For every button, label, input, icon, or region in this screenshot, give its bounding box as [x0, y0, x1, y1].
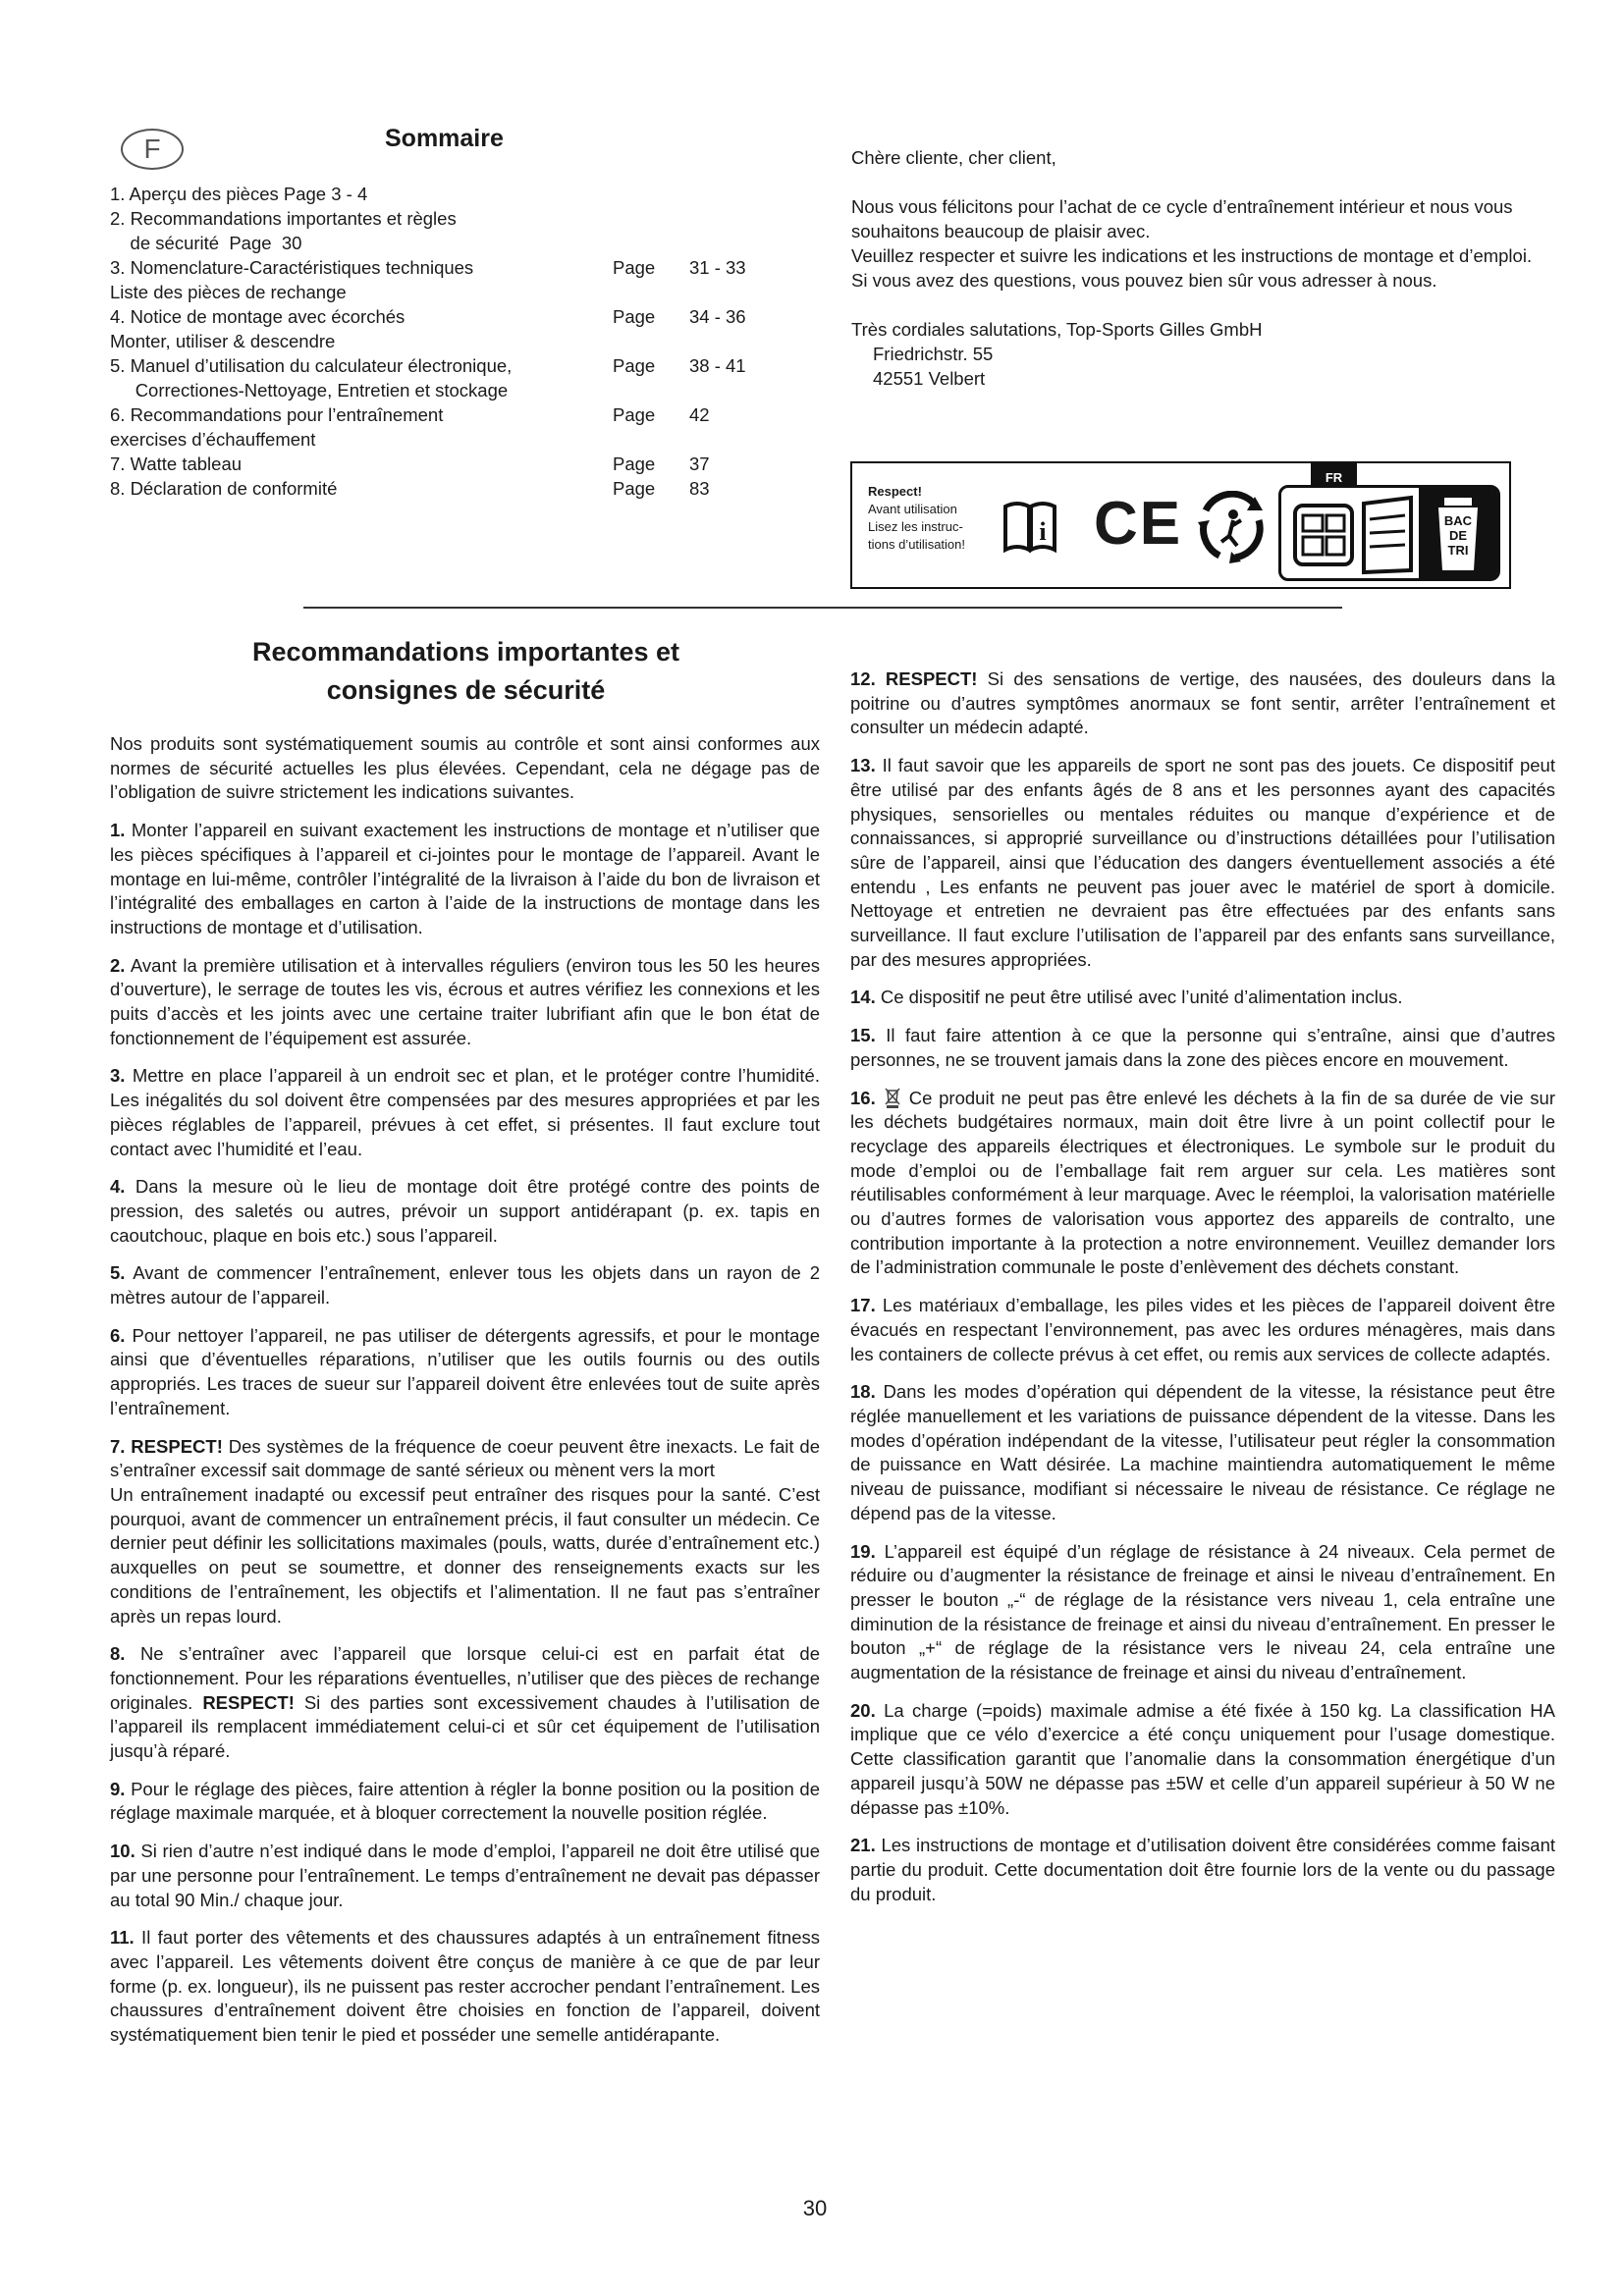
ce-mark-icon: CE — [1094, 490, 1183, 558]
greeting-block — [851, 145, 1558, 391]
triman-icon — [1289, 496, 1358, 574]
crossed-bin-icon — [884, 1087, 901, 1108]
safety-item: 4. Dans la mesure où le lieu de montage doit être protégé contre des points de pression, des saletés ou autres, prévoir un support antidérapant (p. ex. tapis en caoutchouc, plaque en bois etc.) sous l’appareil. — [110, 1176, 820, 1246]
toc-item: 3. Nomenclature-Caractéristiques techniques Page 31 - 33 — [110, 257, 746, 278]
address-city: 42551 Velbert — [873, 368, 986, 389]
toc-item: 8. Déclaration de conformité Page 83 — [110, 478, 710, 499]
address-street: Friedrichstr. 55 — [873, 344, 994, 364]
toc-item: Liste des pièces de rechange — [110, 282, 347, 302]
section-title: Recommandations importantes et consignes de sécurité — [251, 637, 680, 705]
safety-item: 14. Ce dispositif ne peut être utilisé avec l’unité d’alimentation inclus. — [850, 987, 1403, 1008]
closing: Très cordiales salutations, Top-Sports Gilles GmbH — [851, 319, 1263, 340]
respect-line: tions d’utilisation! — [868, 537, 965, 552]
respect-line: Lisez les instruc- — [868, 519, 963, 534]
safety-item: 6. Pour nettoyer l’appareil, ne pas utiliser de détergents agressifs, et pour le montage ainsi que d’éventuelles réparations, n’utiliser que les outils fournis ou des outils appropriés. Les traces de sueur sur l’appareil doivent être enlevées tout de suite après l’entraînement. — [110, 1324, 820, 1418]
safety-item: 21. Les instructions de montage et d’utilisation doivent être considérées comme faisant partie du produit. Cette documentation doit être fournie lors de la vente ou du passage du produit. — [850, 1835, 1555, 1904]
toc-item: de sécurité Page 30 — [110, 233, 302, 253]
safety-item: 2. Avant la première utilisation et à intervalles réguliers (environ tous les 50 les heures d’ouverture), le serrage de toutes les vis, écrous et autres vérifiez les connexions et les puits d’accès et les joints avec une certaine traiter lubrifiant afin que le bon état de fonctionnement de l’équipement est assurée. — [110, 954, 820, 1048]
safety-item: 3. Mettre en place l’appareil à un endroit sec et plan, et le protéger contre l’humidité. Les inégalités du sol doivent être compensées par des mesures appropriées et par les pièces réglables de l’appareil, prévues à cet effet, si présentes. Il faut exclure tout contact avec l’humidité et l’eau. — [110, 1065, 820, 1159]
safety-item: 7. RESPECT! Des systèmes de la fréquence de coeur peuvent être inexacts. Le fait de s’entraîner excessif sait dommage de santé sérieux ou mènent vers la mort Un entraînement inadapté ou excessif peut entraîner des risques pour la santé. C’est pourquoi, avant de commencer un entraînement précis, il faut consulter un médecin. Ce dernier peut définir les sollicitations maximales (pouls, watts, durée d’entraînement etc.) auxquelles on peut se soumettre, et donner des renseignements exacts sur les conditions de l’entraînement, les objectifs et l’alimentation. Il ne faut pas s’entraîner après un repas lourd. — [110, 1435, 821, 1627]
toc-item: 4. Notice de montage avec écorchés Page 34 - 36 — [110, 306, 746, 327]
safety-item: 19. L’appareil est équipé d’un réglage de résistance à 24 niveaux. Cela permet de réduire ou d’augmenter la résistance de freinage et ainsi le niveau d’entraînement. En presser le bouton „-“ de réglage de la résistance vers niveau 1, cela entraîne une diminution de la résistance de freinage et ainsi du niveau d’entraînement. En presser le bouton „+“ de réglage de la résistance vers le niveau 24, cela entraîne une augmentation de la résistance de freinage et ainsi du niveau d’entraînement. — [850, 1540, 1555, 1683]
table-of-contents — [110, 182, 797, 501]
salutation: Chère cliente, cher client, — [851, 147, 1056, 168]
safety-item: 11. Il faut porter des vêtements et des chaussures adaptés à un entraînement fitness avec l’appareil. Les vêtements doivent être conçus de manière à ce que de par leur forme (p. ex. longueur), ils ne puissent pas rester accrocher pendant l’entraînement. Les chaussures d’entraînement doivent être choisies en fonction de l’appareil, doivent systématiquement bien tenir le pied et posséder une semelle antidérapante. — [110, 1927, 820, 2046]
bac-de-tri-label: BAC DE TRI — [1443, 513, 1473, 558]
safety-item: 12. RESPECT! Si des sensations de vertige, des nausées, des douleurs dans la poitrine ou d’autres symptômes anormaux se font sentir, arrêter l’entraînement et consulter un médecin adapté. — [850, 668, 1555, 738]
greeting-line: Si vous avez des questions, vous pouvez bien sûr vous adresser à nous. — [851, 270, 1437, 291]
fr-tab: FR — [1311, 463, 1357, 491]
left-column — [110, 732, 820, 2061]
toc-item: 1. Aperçu des pièces Page 3 - 4 — [110, 184, 368, 204]
tri-panel — [1419, 488, 1497, 578]
toc-item: 7. Watte tableau Page 37 — [110, 454, 710, 474]
safety-item: 13. Il faut savoir que les appareils de sport ne sont pas des jouets. Ce dispositif peut être utilisé par des enfants âgés de 8 ans et les personnes ayant des capacités physiques, sensorielles ou mentales réduites ou manque d’expérience et de connaissances, si approprié surveillance ou d’instructions détaillées pour l’utilisation sûre de l’appareil, ainsi que l’éducation des dangers éventuellement associés a été entendu , Les enfants ne peuvent pas jouer avec le matériel de sport à domicile. Nettoyage et entretien ne devraient pas être effectuées par des enfants sans surveillance. Il faut exclure l’utilisation de l’appareil par des enfants sans surveillance, par des mesures appropriées. — [850, 755, 1555, 970]
right-column — [850, 667, 1555, 1920]
toc-item: Correctiones-Nettoyage, Entretien et stockage — [110, 380, 509, 400]
safety-item: 16. Ce produit ne peut pas être enlevé les déchets à la fin de sa durée de vie sur les déchets budgétaires normaux, main doit être livre à un point collectif pour le recyclage des appareils électriques et électroniques. Le symbole sur le produit du mode d’emploi ou de l’emballage fait rem arguer sur cela. Les matières sont réutilisables conformément à leur marquage. Avec le réemploi, la valorisation matérielle ou d’autres formes de valorisation vous apportez des appareils de contralto, une contribution importante à la protection a notre environnement. Veuillez demander lors de l’administration communale le poste d’enlèvement des déchets constant. — [850, 1087, 1555, 1278]
intro-paragraph: Nos produits sont systématiquement soumis au contrôle et sont ainsi conformes aux normes de sécurité actuelles les plus élevées. Cependant, cela ne dégage pas de l’obligation de suivre strictement les indications suivantes. — [110, 733, 820, 803]
respect-notice — [868, 483, 1005, 554]
toc-item: 6. Recommandations pour l’entraînement Page 42 — [110, 404, 710, 425]
safety-item: 20. La charge (=poids) maximale admise a été fixée à 150 kg. La classification HA implique que ce vélo d’exercice a été conçu uniquement pour l’usage domestique. Cette classification garantit que l’anomalie dans la consommation énergétique d’un appareil jusqu’à 50W ne dépasse pas ±5W et celle d’un appareil supérieur à 50 W ne dépasse pas ±10%. — [850, 1699, 1555, 1818]
packaging-icon — [1358, 494, 1417, 576]
toc-item: 5. Manuel d’utilisation du calculateur électronique, Page 38 - 41 — [110, 355, 746, 376]
respect-line: Avant utilisation — [868, 502, 957, 516]
safety-item: 18. Dans les modes d’opération qui dépendent de la vitesse, la résistance peut être réglée manuellement et les variations de puissance dépendent de la vitesse. Dans les modes d’opération indépendant de la vitesse, l’utilisateur peut régler la consommation de puissance en Watt désirée. La machine maintiendra automatiquement le même niveau de puissance, modifiant si nécessaire le niveau de résistance. Ce réglage ne dépend pas de la vitesse. — [850, 1381, 1555, 1523]
section-divider — [303, 607, 1342, 609]
safety-item: 15. Il faut faire attention à ce que la personne qui s’entraîne, ainsi que d’autres personnes, ne se trouvent jamais dans la zone des pièces encore en mouvement. — [850, 1025, 1555, 1070]
safety-item: 9. Pour le réglage des pièces, faire attention à régler la bonne position ou la position de réglage maximale marquée, et à bloquer correctement la nouvelle position réglée. — [110, 1778, 820, 1824]
logo-box — [850, 461, 1511, 589]
recycling-person-icon — [1196, 491, 1269, 563]
safety-item: 17. Les matériaux d’emballage, les piles vides et les pièces de l’appareil doivent être évacués en respectant l’environnement, pas avec les ordures ménagères, mais dans les containers de collecte prévus à cet effet, ou remis aux services de collecte adaptés. — [850, 1295, 1555, 1364]
toc-item: exercises d’échauffement — [110, 429, 316, 450]
toc-item: 2. Recommandations importantes et règles — [110, 208, 457, 229]
safety-item: 5. Avant de commencer l’entraînement, enlever tous les objets dans un rayon de 2 mètres autour de l’appareil. — [110, 1262, 820, 1308]
toc-title: Sommaire — [385, 125, 504, 152]
toc-item: Monter, utiliser & descendre — [110, 331, 336, 351]
triman-block — [1278, 485, 1500, 581]
greeting-body: Nous vous félicitons pour l’achat de ce cycle d’entraînement intérieur et nous vous souhaitons beaucoup de plaisir avec. — [851, 196, 1513, 241]
manual-book-icon — [1001, 497, 1058, 556]
respect-title: Respect! — [868, 484, 922, 499]
info-glyph: i — [1039, 517, 1047, 546]
greeting-line: Veuillez respecter et suivre les indications et les instructions de montage et d’emploi. — [851, 245, 1533, 266]
safety-item: 1. Monter l’appareil en suivant exactement les instructions de montage et n’utiliser que les pièces spécifiques à l’appareil et ci-jointes pour le montage de l’appareil. Avant le montage en lui-même, contrôler l’intégralité de la livraison à l’aide du bon de livraison et l’intégralité des emballages en carton à l’aide de la instructions de montage dans les instructions de montage et d’utilisation. — [110, 820, 820, 937]
page-number: 30 — [802, 2196, 828, 2220]
country-code-badge: F — [121, 129, 184, 170]
safety-item: 10. Si rien d’autre n’est indiqué dans le mode d’emploi, l’appareil ne doit être utilisé que par une personne pour l’entraînement. Le temps d’entraînement ne devait pas dépasser au total 90 Min./ chaque jour. — [110, 1841, 820, 1910]
safety-item: 8. Ne s’entraîner avec l’appareil que lorsque celui-ci est en parfait état de fonctionnement. Pour les réparations éventuelles, n’utiliser que des pièces de rechange originales. RESPECT! Si des parties sont excessivement chaudes à l’utilisation de l’appareil ils remplacent immédiatement celui-ci et sûr cet équipement de l’utilisation jusqu’à réparé. — [110, 1643, 820, 1762]
